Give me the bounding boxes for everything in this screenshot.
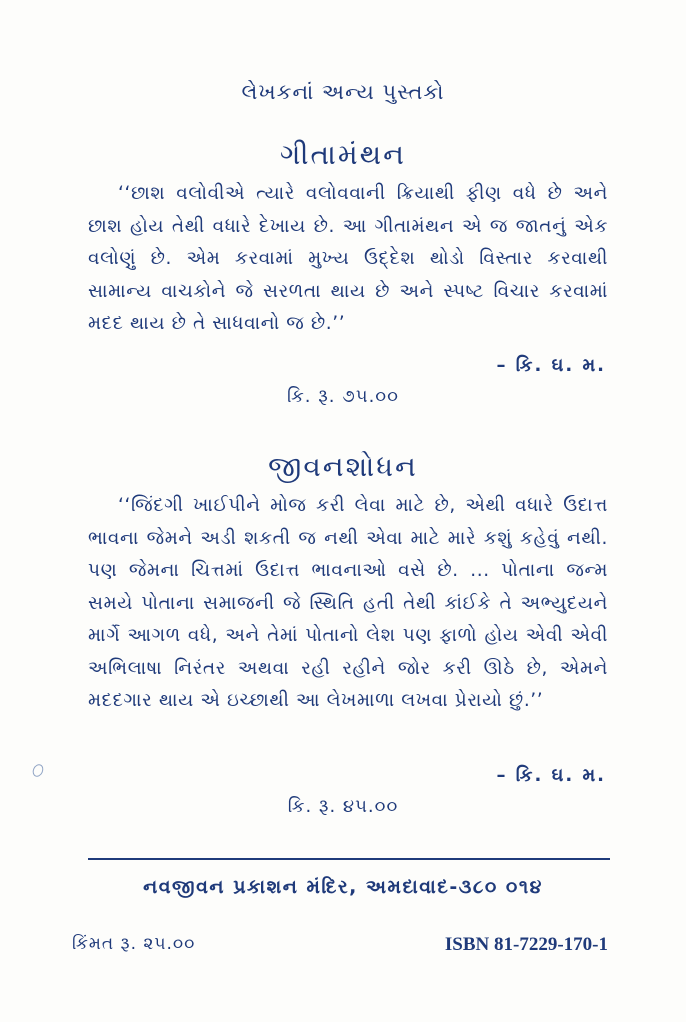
divider bbox=[88, 858, 610, 860]
author-initials: – કિ. ઘ. મ. bbox=[496, 355, 606, 376]
book-price: કિ. રૂ. ૪૫.૦૦ bbox=[287, 796, 399, 817]
other-books-heading: લેખકનાં અન્ય પુસ્તકો bbox=[241, 80, 445, 104]
publisher-line: નવજીવન પ્રકાશન મંદિર, અમદાવાદ-૩૮૦ ૦૧૪ bbox=[143, 876, 543, 898]
book-quote-jivanshodhan bbox=[88, 490, 608, 718]
book-title-gitamanthan: ગીતામંથન bbox=[280, 138, 406, 171]
book-quote-gitamanthan bbox=[88, 178, 608, 341]
isbn: ISBN 81-7229-170-1 bbox=[444, 934, 608, 955]
author-initials: – કિ. ઘ. મ. bbox=[496, 765, 606, 786]
quote-text: ‘‘જિંદગી ખાઈપીને મોજ કરી લેવા માટે છે, એથી વધારે ઉદાત્ત ભાવના જેમને અડી શકતી જ નથી એવા માટે મારે કશું કહેવું નથી. પણ જેમના ચિત્તમાં ઉદાત્ત ભાવનાઓ વસે છે. ... પોતાના જન્મ સમયે પોતાના સમાજની જે સ્થિતિ હતી તેથી કાંઈકે તે અભ્યુદયને માર્ગે આગળ વધે, અને તેમાં પોતાનો લેશ પણ ફાળો હોય એવી એવી અભિલાષા નિરંતર અથવા રહી રહીને જોર કરી ઊઠે છે, એમને મદદગાર થાય એ ઇચ્છાથી આ લેખમાળા લખવા પ્રેરાયો છું.’’ bbox=[88, 495, 608, 711]
cover-price: કિંમત રૂ. ૨૫.૦૦ bbox=[72, 934, 196, 954]
paper-speck bbox=[31, 762, 46, 778]
book-price: કિ. રૂ. ૭૫.૦૦ bbox=[287, 386, 399, 407]
book-title-jivanshodhan: જીવનશોધન bbox=[268, 450, 418, 483]
quote-text: ‘‘છાશ વલોવીએ ત્યારે વલોવવાની ક્રિયાથી ફીણ વધે છે અને છાશ હોય તેથી વધારે દેખાય છે. આ ગીતામંથન એ જ જાતનું એક વલોણું છે. એમ કરવામાં મુખ્ય ઉદ્દેશ થોડો વિસ્તાર કરવાથી સામાન્ય વાચકોને જે સરળતા થાય છે અને સ્પષ્ટ વિચાર કરવામાં મદદ થાય છે તે સાધવાનો જ છે.’’ bbox=[88, 183, 608, 334]
